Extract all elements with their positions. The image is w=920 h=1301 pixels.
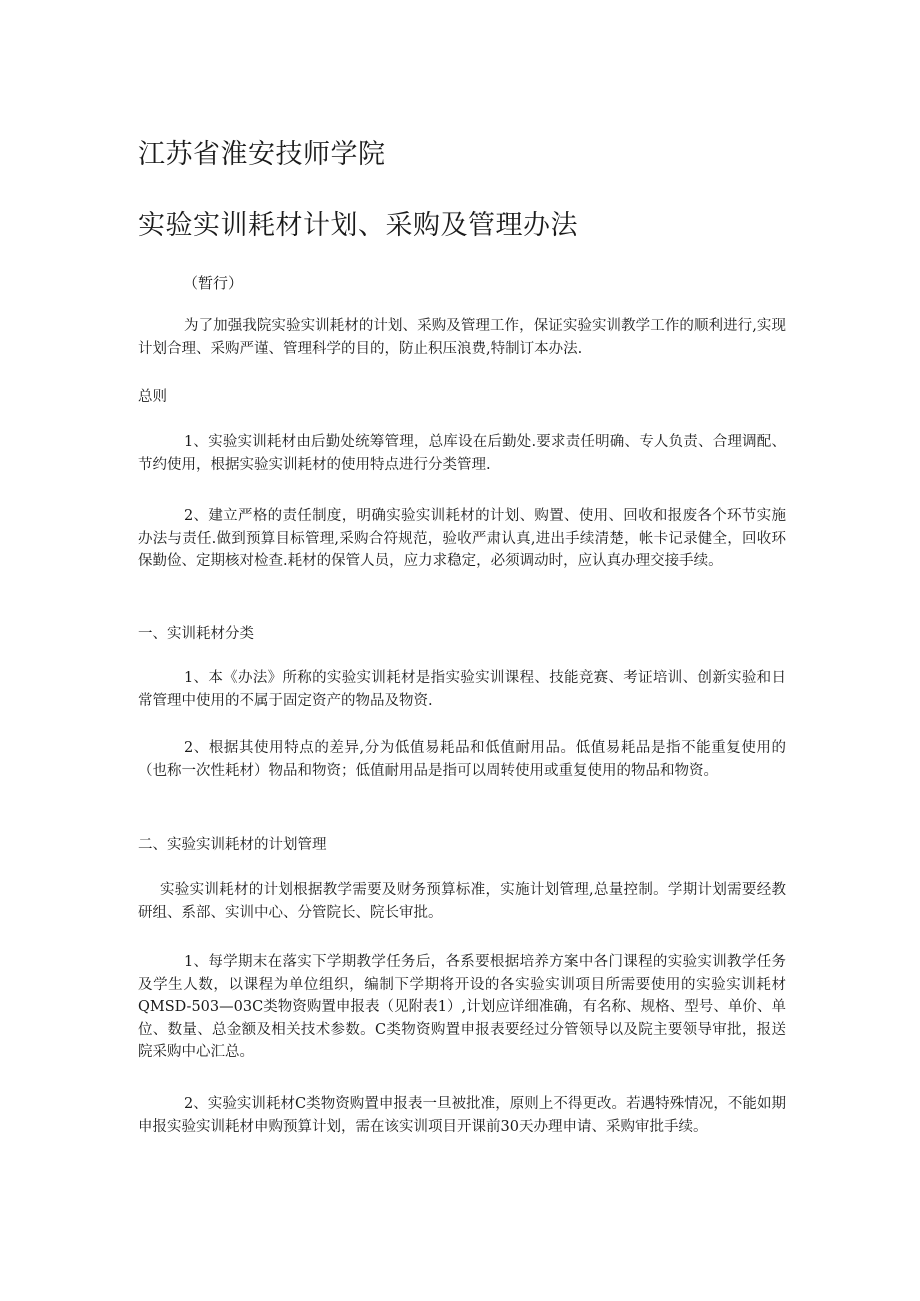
section2-item-1: 1、每学期末在落实下学期教学任务后，各系要根据培养方案中各门课程的实验实训教学任务及学生人数，以课程为单位组织，编制下学期将开设的各实验实训项目所需要使用的实验实训耗材QMSD-503—03C类物资购置申报表（见附表1）,计划应详细准确，有名称、规格、型号、单价、单位、数量、总金额及相关技术参数。C类物资购置申报表要经过分管领导以及院主要领导审批，报送院采购中心汇总。 [138, 954, 786, 1061]
general-heading: 总则 [138, 389, 167, 405]
general-item-1: 1、实验实训耗材由后勤处统筹管理，总库设在后勤处.要求责任明确、专人负责、合理调配、节约使用，根据实验实训耗材的使用特点进行分类管理. [138, 434, 786, 473]
section2-item-2: 2、实验实训耗材C类物资购置申报表一旦被批准，原则上不得更改。若遇特殊情况，不能如期申报实验实训耗材申购预算计划，需在该实训项目开课前30天办理申请、采购审批手续。 [138, 1096, 786, 1135]
section1-item-1: 1、本《办法》所称的实验实训耗材是指实验实训课程、技能竞赛、考证培训、创新实验和日常管理中使用的不属于固定资产的物品及物资. [138, 670, 786, 709]
section1-item-2: 2、根据其使用特点的差异,分为低值易耗品和低值耐用品。低值易耗品是指不能重复使用的（也称一次性耗材）物品和物资；低值耐用品是指可以周转使用或重复使用的物品和物资。 [138, 740, 786, 779]
section2-heading: 二、实验实训耗材的计划管理 [138, 837, 327, 853]
section2-lead: 实验实训耗材的计划根据教学需要及财务预算标准，实施计划管理,总量控制。学期计划需要经教研组、系部、实训中心、分管院长、院长审批。 [138, 882, 786, 921]
document-subtitle: （暂行） [183, 274, 244, 292]
document-title: 实验实训耗材计划、采购及管理办法 [138, 210, 578, 241]
intro-paragraph: 为了加强我院实验实训耗材的计划、采购及管理工作，保证实验实训教学工作的顺利进行,实现计划合理、采购严谨、管理科学的目的，防止积压浪费,特制订本办法. [138, 318, 786, 357]
org-title: 江苏省淮安技师学院 [138, 139, 386, 170]
general-item-2: 2、建立严格的责任制度，明确实验实训耗材的计划、购置、使用、回收和报废各个环节实施办法与责任.做到预算目标管理,采购合符规范，验收严肃认真,进出手续清楚，帐卡记录健全，回收环保勤俭、定期核对检查.耗材的保管人员，应力求稳定，必须调动时，应认真办理交接手续。 [138, 508, 786, 570]
section1-heading: 一、实训耗材分类 [138, 626, 254, 642]
